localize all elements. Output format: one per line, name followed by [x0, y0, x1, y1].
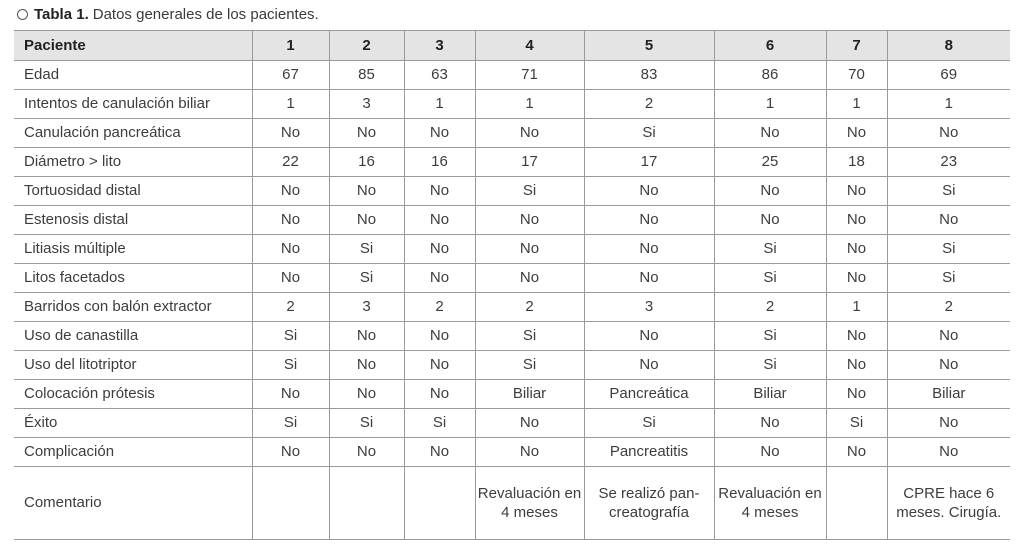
table-cell: Revaluación en 4 meses: [475, 467, 584, 540]
row-label: Diámetro > lito: [14, 148, 252, 177]
table-cell: No: [584, 351, 714, 380]
table-cell: No: [475, 206, 584, 235]
table-cell: No: [826, 206, 887, 235]
table-cell: Si: [714, 322, 826, 351]
table-cell: No: [329, 322, 404, 351]
table-row: [14, 264, 1010, 293]
table-cell: Si: [329, 235, 404, 264]
table-row: [14, 438, 1010, 467]
table-cell: No: [826, 264, 887, 293]
table-cell: 3: [329, 293, 404, 322]
circle-icon: [17, 9, 28, 20]
table-cell: No: [329, 351, 404, 380]
table-cell: No: [404, 206, 475, 235]
table-cell: No: [584, 235, 714, 264]
row-label: Edad: [14, 61, 252, 90]
row-label: Complicación: [14, 438, 252, 467]
table-cell: No: [475, 264, 584, 293]
table-row: [14, 380, 1010, 409]
table-cell: No: [252, 380, 329, 409]
table-cell: No: [826, 235, 887, 264]
table-cell: No: [475, 409, 584, 438]
table-cell: Biliar: [887, 380, 1010, 409]
table-row: [14, 351, 1010, 380]
table-row: [14, 322, 1010, 351]
row-label: Colocación prótesis: [14, 380, 252, 409]
table-cell: Si: [584, 409, 714, 438]
table-cell: Si: [887, 177, 1010, 206]
table-cell: Pancreática: [584, 380, 714, 409]
table-cell: 17: [475, 148, 584, 177]
table-cell: 86: [714, 61, 826, 90]
table-cell: Revaluación en 4 meses: [714, 467, 826, 540]
table-cell: Si: [252, 351, 329, 380]
table-cell: No: [252, 177, 329, 206]
table-cell: No: [404, 177, 475, 206]
table-cell: Si: [887, 264, 1010, 293]
table-row: [14, 148, 1010, 177]
table-cell: Si: [475, 322, 584, 351]
table-cell: No: [252, 206, 329, 235]
table-cell: Biliar: [714, 380, 826, 409]
table-cell: 22: [252, 148, 329, 177]
row-label: Uso de canastilla: [14, 322, 252, 351]
table-cell: [826, 467, 887, 540]
header-cell: 6: [714, 31, 826, 61]
table-row: [14, 293, 1010, 322]
table-cell: Si: [714, 264, 826, 293]
caption-label: Tabla 1.: [34, 6, 89, 23]
table-cell: 3: [584, 293, 714, 322]
table-row: [14, 409, 1010, 438]
table-cell: 63: [404, 61, 475, 90]
table-cell: No: [887, 322, 1010, 351]
table-cell: No: [404, 235, 475, 264]
table-cell: No: [887, 438, 1010, 467]
table-cell: 2: [252, 293, 329, 322]
header-cell: 3: [404, 31, 475, 61]
table-cell: 1: [475, 90, 584, 119]
header-cell: 2: [329, 31, 404, 61]
table-cell: No: [826, 438, 887, 467]
table-cell: [252, 467, 329, 540]
caption-text: Datos generales de los pacientes.: [92, 6, 319, 23]
table-cell: 2: [404, 293, 475, 322]
table-cell: 2: [887, 293, 1010, 322]
table-cell: No: [887, 351, 1010, 380]
row-label: Uso del litotriptor: [14, 351, 252, 380]
table-cell: Si: [475, 351, 584, 380]
table-cell: No: [404, 322, 475, 351]
table-cell: No: [404, 119, 475, 148]
table-cell: No: [252, 119, 329, 148]
table-cell: Si: [887, 235, 1010, 264]
table-cell: No: [714, 206, 826, 235]
table-row: [14, 206, 1010, 235]
table-cell: No: [714, 119, 826, 148]
row-label: Estenosis distal: [14, 206, 252, 235]
table-cell: Si: [404, 409, 475, 438]
row-label: Canulación pancreática: [14, 119, 252, 148]
table-cell: No: [714, 409, 826, 438]
table-row: [14, 61, 1010, 90]
table-cell: No: [584, 264, 714, 293]
table-cell: No: [826, 380, 887, 409]
row-label: Litos facetados: [14, 264, 252, 293]
table-cell: 23: [887, 148, 1010, 177]
table-cell: No: [329, 438, 404, 467]
table-cell: 83: [584, 61, 714, 90]
table-cell: No: [475, 438, 584, 467]
table-cell: No: [252, 235, 329, 264]
header-cell: 8: [887, 31, 1010, 61]
table-row: [14, 90, 1010, 119]
row-label: Éxito: [14, 409, 252, 438]
table-cell: Si: [826, 409, 887, 438]
table-row: [14, 235, 1010, 264]
row-label: Tortuosidad distal: [14, 177, 252, 206]
table-cell: No: [404, 380, 475, 409]
table-cell: No: [404, 264, 475, 293]
table-cell: 16: [404, 148, 475, 177]
table-cell: No: [714, 177, 826, 206]
table-cell: 2: [714, 293, 826, 322]
header-cell: Paciente: [14, 31, 252, 61]
table-cell: No: [826, 119, 887, 148]
header-cell: 7: [826, 31, 887, 61]
table-cell: Si: [584, 119, 714, 148]
table-cell: No: [475, 235, 584, 264]
table-cell: CPRE hace 6 meses. Cirugía.: [887, 467, 1010, 540]
table-cell: Se realizó pan-creatografía: [584, 467, 714, 540]
table-cell: No: [329, 380, 404, 409]
table-cell: 70: [826, 61, 887, 90]
table-cell: No: [584, 177, 714, 206]
table-cell: 2: [475, 293, 584, 322]
table-cell: No: [584, 206, 714, 235]
table-row: [14, 177, 1010, 206]
table-cell: No: [252, 438, 329, 467]
table-cell: 3: [329, 90, 404, 119]
table-cell: Si: [329, 409, 404, 438]
table-cell: 25: [714, 148, 826, 177]
table-cell: No: [826, 322, 887, 351]
table-cell: 1: [826, 90, 887, 119]
patients-table: [14, 30, 1010, 540]
table-cell: No: [826, 177, 887, 206]
header-cell: 1: [252, 31, 329, 61]
table-cell: Si: [252, 322, 329, 351]
table-cell: Biliar: [475, 380, 584, 409]
table-cell: No: [887, 206, 1010, 235]
table-cell: No: [252, 264, 329, 293]
table-cell: Si: [714, 351, 826, 380]
table-cell: No: [475, 119, 584, 148]
table-cell: No: [404, 438, 475, 467]
table-cell: 69: [887, 61, 1010, 90]
table-cell: 1: [404, 90, 475, 119]
table-cell: No: [584, 322, 714, 351]
table-cell: 1: [714, 90, 826, 119]
table-cell: No: [329, 177, 404, 206]
table-cell: Si: [252, 409, 329, 438]
table-cell: 67: [252, 61, 329, 90]
header-cell: 4: [475, 31, 584, 61]
row-label: Comentario: [14, 467, 252, 540]
table-cell: No: [887, 119, 1010, 148]
table-row: [14, 467, 1010, 540]
table-cell: 1: [826, 293, 887, 322]
table-cell: [404, 467, 475, 540]
table-cell: Pancreatitis: [584, 438, 714, 467]
table-cell: No: [714, 438, 826, 467]
table-cell: 1: [887, 90, 1010, 119]
header-cell: 5: [584, 31, 714, 61]
table-cell: No: [826, 351, 887, 380]
table-cell: 17: [584, 148, 714, 177]
table-cell: Si: [714, 235, 826, 264]
table-cell: [329, 467, 404, 540]
table-cell: 16: [329, 148, 404, 177]
row-label: Barridos con balón extractor: [14, 293, 252, 322]
table-cell: Si: [475, 177, 584, 206]
header-row: [14, 31, 1010, 61]
table-cell: 18: [826, 148, 887, 177]
table-row: [14, 119, 1010, 148]
row-label: Litiasis múltiple: [14, 235, 252, 264]
table-cell: No: [404, 351, 475, 380]
table-cell: No: [329, 119, 404, 148]
table-cell: 71: [475, 61, 584, 90]
table-cell: Si: [329, 264, 404, 293]
table-cell: No: [329, 206, 404, 235]
table-caption: [17, 6, 319, 23]
table-cell: 1: [252, 90, 329, 119]
table-cell: 85: [329, 61, 404, 90]
table-cell: No: [887, 409, 1010, 438]
table-cell: 2: [584, 90, 714, 119]
row-label: Intentos de canulación biliar: [14, 90, 252, 119]
